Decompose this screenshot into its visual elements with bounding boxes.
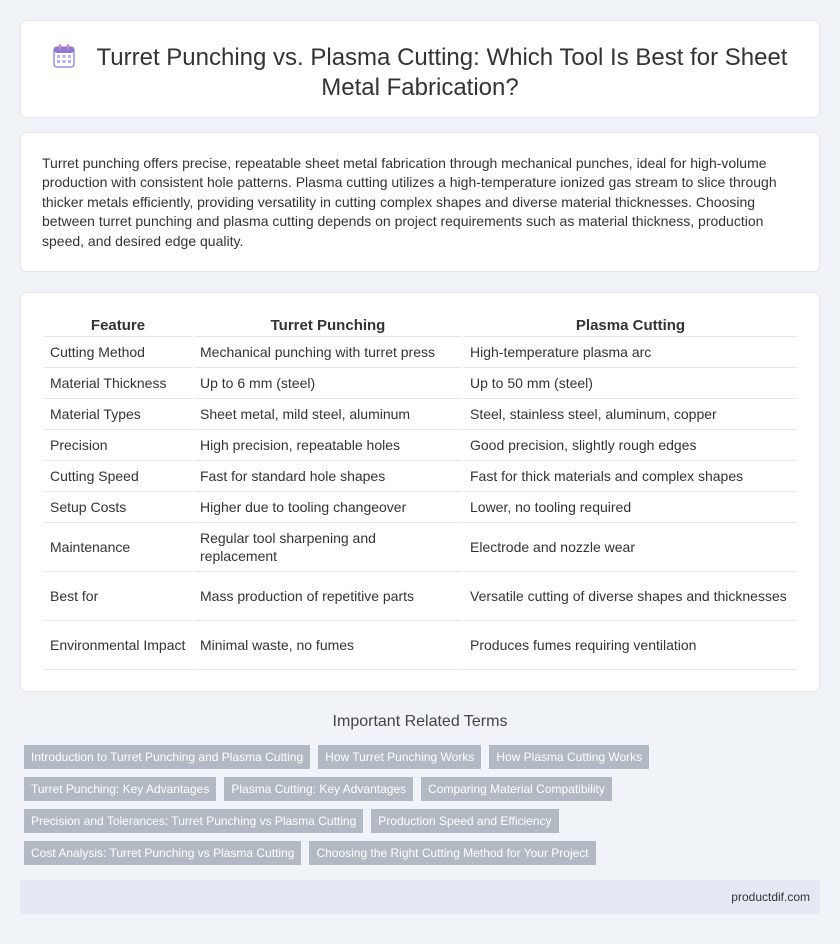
- intro-paragraph: Turret punching offers precise, repeatable sheet metal fabrication through mechanical punches, ideal for high-volume production with consistent hole patterns. Plasma cutting utilizes a high-temperature ionized gas stream to slice through thicker metals efficiently, providing versatility in cutting complex shapes and diverse material thicknesses. Choosing between turret punching and plasma cutting depends on project requirements such as material thickness, production speed, and desired edge quality.: [42, 155, 777, 249]
- table-cell: Environmental Impact: [44, 621, 192, 670]
- page-title: Turret Punching vs. Plasma Cutting: Which Tool Is Best for Sheet Metal Fabrication?: [96, 44, 788, 101]
- table-row: [44, 461, 797, 492]
- table-row: [44, 399, 797, 430]
- table-cell: Regular tool sharpening and replacement: [194, 523, 462, 572]
- related-term-tag[interactable]: Choosing the Right Cutting Method for Your Project: [309, 841, 595, 865]
- page-title-wrap: [51, 43, 789, 103]
- comparison-card: [20, 292, 820, 692]
- table-cell: Electrode and nozzle wear: [464, 523, 797, 572]
- table-cell: Minimal waste, no fumes: [194, 621, 462, 670]
- table-cell: Cutting Speed: [44, 461, 192, 492]
- table-cell: Setup Costs: [44, 492, 192, 523]
- table-cell: Versatile cutting of diverse shapes and thicknesses: [464, 572, 797, 621]
- calendar-icon: [53, 44, 75, 68]
- table-cell: Maintenance: [44, 523, 192, 572]
- table-row: [44, 430, 797, 461]
- related-term-tag[interactable]: Turret Punching: Key Advantages: [24, 777, 216, 801]
- intro-card: [20, 132, 820, 272]
- table-cell: Mechanical punching with turret press: [194, 337, 462, 368]
- column-header-feature: Feature: [44, 313, 192, 337]
- related-term-tag[interactable]: Introduction to Turret Punching and Plasma Cutting: [24, 745, 310, 769]
- footer-brand[interactable]: productdif.com: [731, 890, 810, 904]
- column-header-turret-punching: Turret Punching: [194, 313, 462, 337]
- table-row: [44, 572, 797, 621]
- table-cell: Fast for standard hole shapes: [194, 461, 462, 492]
- table-header-row: [44, 313, 797, 337]
- table-cell: Fast for thick materials and complex shapes: [464, 461, 797, 492]
- related-term-tag[interactable]: Cost Analysis: Turret Punching vs Plasma Cutting: [24, 841, 301, 865]
- related-term-tag[interactable]: Comparing Material Compatibility: [421, 777, 612, 801]
- related-term-tag[interactable]: How Turret Punching Works: [318, 745, 481, 769]
- table-row: [44, 368, 797, 399]
- table-row: [44, 621, 797, 670]
- table-row: [44, 523, 797, 572]
- table-cell: Produces fumes requiring ventilation: [464, 621, 797, 670]
- tag-row: [24, 777, 704, 801]
- tag-row: [24, 841, 704, 865]
- table-cell: Material Types: [44, 399, 192, 430]
- table-cell: Best for: [44, 572, 192, 621]
- related-terms-heading: Important Related Terms: [332, 713, 508, 730]
- table-cell: Mass production of repetitive parts: [194, 572, 462, 621]
- table-cell: Lower, no tooling required: [464, 492, 797, 523]
- table-cell: Higher due to tooling changeover: [194, 492, 462, 523]
- title-card: [20, 20, 820, 118]
- table-cell: Up to 6 mm (steel): [194, 368, 462, 399]
- related-terms-list: [24, 745, 704, 873]
- related-term-tag[interactable]: How Plasma Cutting Works: [489, 745, 649, 769]
- table-cell: High-temperature plasma arc: [464, 337, 797, 368]
- table-row: [44, 337, 797, 368]
- related-term-tag[interactable]: Plasma Cutting: Key Advantages: [224, 777, 413, 801]
- table-cell: Good precision, slightly rough edges: [464, 430, 797, 461]
- table-cell: Sheet metal, mild steel, aluminum: [194, 399, 462, 430]
- related-term-tag[interactable]: Production Speed and Efficiency: [371, 809, 558, 833]
- table-cell: Cutting Method: [44, 337, 192, 368]
- table-cell: High precision, repeatable holes: [194, 430, 462, 461]
- footer: [20, 880, 820, 914]
- related-term-tag[interactable]: Precision and Tolerances: Turret Punching vs Plasma Cutting: [24, 809, 363, 833]
- tag-row: [24, 809, 704, 833]
- comparison-table: [42, 313, 799, 670]
- table-cell: Precision: [44, 430, 192, 461]
- table-row: [44, 492, 797, 523]
- table-cell: Up to 50 mm (steel): [464, 368, 797, 399]
- table-cell: Steel, stainless steel, aluminum, copper: [464, 399, 797, 430]
- table-cell: Material Thickness: [44, 368, 192, 399]
- tag-row: [24, 745, 704, 769]
- column-header-plasma-cutting: Plasma Cutting: [464, 313, 797, 337]
